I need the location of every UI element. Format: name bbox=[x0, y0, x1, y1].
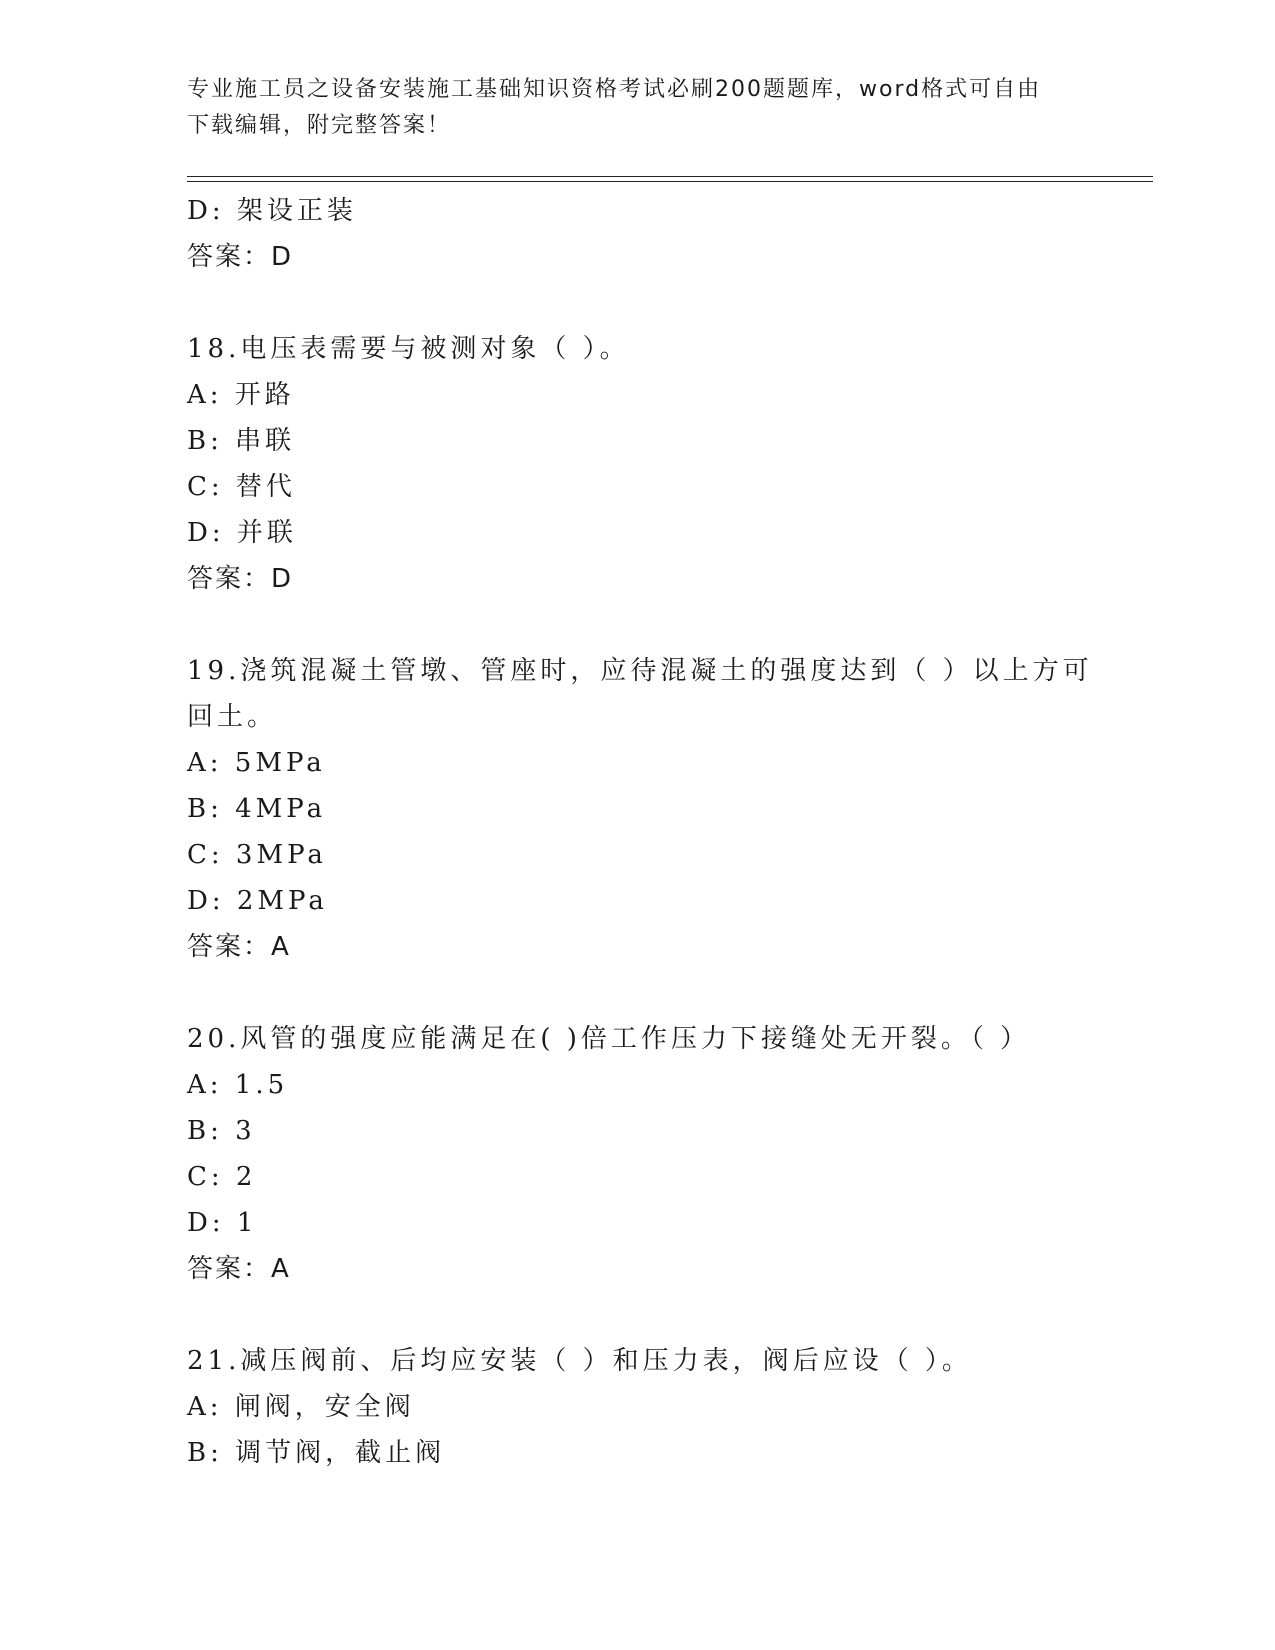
option-d: D: 2MPa bbox=[187, 886, 328, 916]
header-title-line-1: 专业施工员之设备安装施工基础知识资格考试必刷200题题库，word格式可自由 bbox=[187, 77, 1042, 102]
option-c: C: 2 bbox=[187, 1162, 257, 1192]
option-d: D: 并联 bbox=[187, 518, 297, 548]
question-list bbox=[187, 188, 1093, 1476]
answer-line: 答案：D bbox=[187, 564, 294, 594]
question-text: 18.电压表需要与被测对象（ ）。 bbox=[187, 334, 630, 364]
question-text: 21.减压阀前、后均应安装（ ）和压力表，阀后应设（ ）。 bbox=[187, 1346, 972, 1376]
question-17-tail bbox=[187, 188, 1087, 280]
question-text-line-1: 19.浇筑混凝土管墩、管座时，应待混凝土的强度达到（ ）以上方可 bbox=[187, 656, 1093, 686]
question-21 bbox=[187, 1338, 1087, 1476]
option-b: B: 调节阀，截止阀 bbox=[187, 1438, 446, 1468]
header-divider-top bbox=[187, 176, 1153, 177]
option-b: B: 4MPa bbox=[187, 794, 327, 824]
spacer bbox=[187, 602, 1087, 648]
question-18 bbox=[187, 326, 1087, 602]
option-a: A: 5MPa bbox=[187, 748, 326, 778]
spacer bbox=[187, 970, 1087, 1016]
option-c: C: 替代 bbox=[187, 472, 296, 502]
option-a: A: 闸阀，安全阀 bbox=[187, 1392, 415, 1422]
option-d: D: 1 bbox=[187, 1208, 258, 1238]
answer-line: 答案：A bbox=[187, 932, 291, 962]
question-text: 20.风管的强度应能满足在( )倍工作压力下接缝处无开裂。（ ） bbox=[187, 1024, 1031, 1054]
option-d: D: 架设正装 bbox=[187, 196, 357, 226]
option-a: A: 1.5 bbox=[187, 1070, 289, 1100]
option-a: A: 开路 bbox=[187, 380, 295, 410]
option-c: C: 3MPa bbox=[187, 840, 327, 870]
answer-line: 答案：D bbox=[187, 242, 294, 272]
spacer bbox=[187, 280, 1087, 326]
question-text-line-2: 回土。 bbox=[187, 702, 278, 732]
question-20 bbox=[187, 1016, 1087, 1292]
spacer bbox=[187, 1292, 1087, 1338]
header-divider-bottom bbox=[187, 181, 1153, 182]
answer-line: 答案：A bbox=[187, 1254, 291, 1284]
option-b: B: 3 bbox=[187, 1116, 256, 1146]
header-title-line-2: 下载编辑，附完整答案！ bbox=[187, 113, 452, 138]
option-b: B: 串联 bbox=[187, 426, 296, 456]
document-header bbox=[187, 72, 1077, 144]
question-19 bbox=[187, 648, 1093, 970]
